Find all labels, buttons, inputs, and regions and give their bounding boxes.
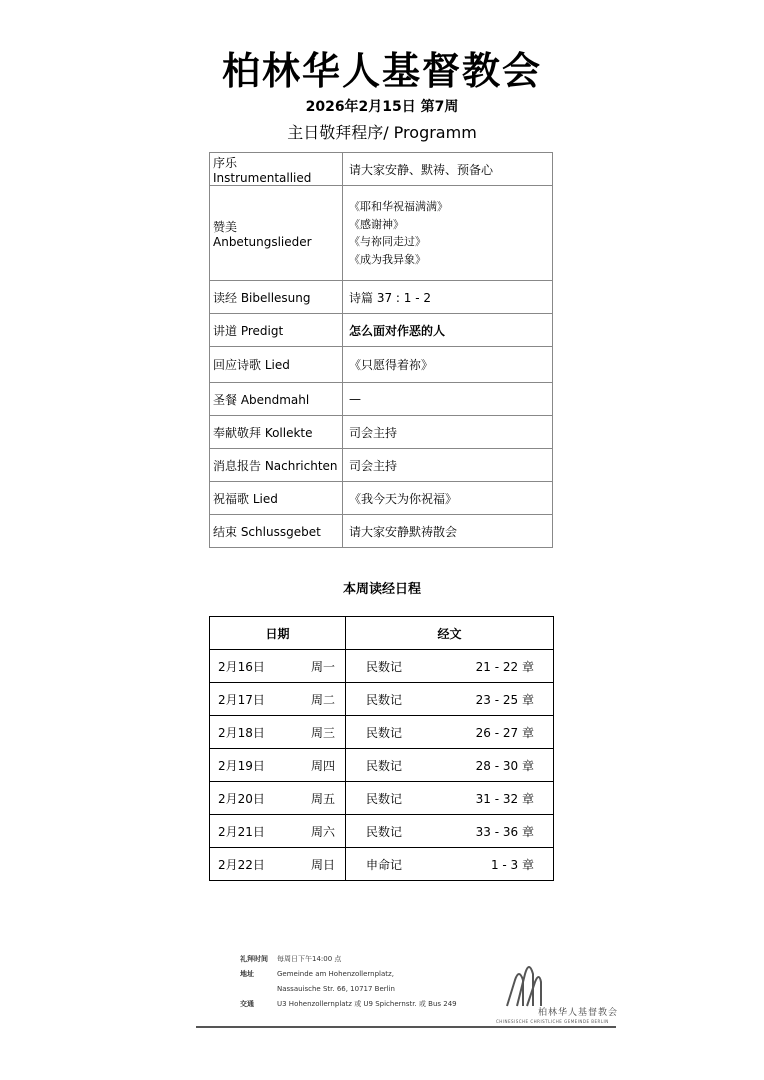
program-value: 司会主持 (343, 416, 553, 449)
reading-weekday: 周三 (310, 725, 335, 740)
program-value: — (343, 383, 553, 416)
logo-text: 柏林华人基督教会 (538, 1008, 619, 1018)
col-date-header: 日期 (210, 617, 346, 650)
schedule-date-cell (210, 683, 346, 716)
reading-weekday: 周六 (310, 824, 335, 839)
reading-weekday: 周日 (310, 857, 335, 872)
program-row (210, 515, 553, 548)
program-label: 消息报告 Nachrichten (210, 449, 343, 482)
program-label: 结束 Schlussgebet (210, 515, 343, 548)
program-value: 请大家安静、默祷、预备心 (343, 153, 553, 186)
program-row (210, 449, 553, 482)
reading-chapters: 31 - 32 章 (475, 791, 534, 806)
schedule-row (210, 650, 554, 683)
program-label: 祝福歌 Lied (210, 482, 343, 515)
song-item: 《感谢神》 (349, 217, 404, 231)
schedule-row (210, 782, 554, 815)
reading-book: 民数记 (366, 725, 403, 740)
reading-schedule-table (209, 616, 554, 881)
program-value: 司会主持 (343, 449, 553, 482)
footer-transport-label: 交通 (240, 1000, 254, 1008)
program-row (210, 281, 553, 314)
footer-time-label: 礼拜时间 (240, 955, 268, 963)
reading-chapters: 28 - 30 章 (475, 758, 534, 773)
song-item: 《与祢同走过》 (349, 235, 426, 248)
footer-address-line1: Gemeinde am Hohenzollernplatz, (277, 970, 394, 978)
program-row (210, 383, 553, 416)
reading-date: 2月22日 (218, 857, 265, 872)
footer-time-row (240, 952, 457, 967)
reading-chapters: 1 - 3 章 (490, 857, 534, 872)
reading-chapters: 23 - 25 章 (475, 692, 534, 707)
footer-divider (196, 1026, 616, 1028)
reading-chapters: 33 - 36 章 (475, 824, 534, 839)
program-label: 奉献敬拜 Kollekte (210, 416, 343, 449)
schedule-date-cell (210, 848, 346, 881)
program-label: 讲道 Predigt (210, 314, 343, 347)
song-list (343, 186, 553, 281)
schedule-row (210, 683, 554, 716)
logo-subtext: CHINESISCHE CHRISTLICHE GEMEINDE BERLIN (496, 1019, 609, 1024)
reading-date: 2月17日 (218, 692, 265, 707)
schedule-text-cell (346, 848, 554, 881)
program-table (209, 152, 553, 548)
program-label: 赞美 Anbetungslieder (210, 186, 343, 281)
footer-transport-row (240, 997, 457, 1012)
schedule-text-cell (346, 815, 554, 848)
reading-date: 2月21日 (218, 824, 265, 839)
reading-book: 民数记 (366, 692, 403, 707)
schedule-row (210, 749, 554, 782)
reading-chapters: 21 - 22 章 (475, 659, 534, 674)
schedule-date-cell (210, 716, 346, 749)
schedule-text-cell (346, 650, 554, 683)
song-item: 《成为我异象》 (349, 252, 426, 266)
schedule-date-cell (210, 650, 346, 683)
program-label: 圣餐 Abendmahl (210, 383, 343, 416)
program-row (210, 153, 553, 186)
col-text-header: 经文 (346, 617, 554, 650)
schedule-row (210, 848, 554, 881)
footer-transport-value: U3 Hohenzollernplatz 或 U9 Spichernstr. 或 Bus 249 (277, 1000, 457, 1008)
schedule-row (210, 716, 554, 749)
footer-address-row-2 (240, 982, 457, 997)
program-row (210, 314, 553, 347)
schedule-text-cell (346, 749, 554, 782)
program-subtitle: 主日敬拜程序/ Programm (287, 123, 477, 142)
reading-date: 2月16日 (218, 659, 265, 674)
schedule-date-cell (210, 749, 346, 782)
song-item: 《耶和华祝福满满》 (349, 200, 448, 213)
schedule-text-cell (346, 782, 554, 815)
reading-title: 本周读经日程 (342, 582, 421, 597)
program-row (210, 347, 553, 383)
schedule-text-cell (346, 683, 554, 716)
footer-address-label: 地址 (240, 970, 254, 978)
reading-chapters: 26 - 27 章 (475, 725, 534, 740)
footer-address-line2: Nassauische Str. 66, 10717 Berlin (277, 985, 395, 993)
reading-book: 民数记 (366, 659, 403, 674)
reading-weekday: 周一 (310, 659, 335, 674)
footer-address-row (240, 967, 457, 982)
program-value: 《我今天为你祝福》 (343, 482, 553, 515)
program-value: 《只愿得着祢》 (343, 347, 553, 383)
reading-weekday: 周四 (310, 758, 335, 773)
schedule-row (210, 815, 554, 848)
reading-book: 民数记 (366, 824, 403, 839)
program-row (210, 186, 553, 281)
sermon-title: 怎么面对作恶的人 (343, 314, 553, 347)
reading-date: 2月20日 (218, 791, 265, 806)
reading-book: 民数记 (366, 758, 403, 773)
schedule-header-row (210, 617, 554, 650)
program-label: 回应诗歌 Lied (210, 347, 343, 383)
reading-book: 民数记 (366, 791, 403, 806)
program-value: 诗篇 37 : 1 - 2 (343, 281, 553, 314)
program-label: 读经 Bibellesung (210, 281, 343, 314)
service-date: 2026年2月15日 第7周 (305, 99, 459, 115)
program-label: 序乐 Instrumentallied (210, 153, 343, 186)
schedule-text-cell (346, 716, 554, 749)
reading-date: 2月19日 (218, 758, 265, 773)
reading-weekday: 周五 (310, 791, 335, 806)
schedule-date-cell (210, 815, 346, 848)
footer-info (240, 952, 457, 1012)
reading-weekday: 周二 (310, 692, 335, 707)
page-title: 柏林华人基督教会 (221, 49, 542, 93)
program-row (210, 482, 553, 515)
reading-date: 2月18日 (218, 725, 265, 740)
footer-time-value: 每周日下午14:00 点 (277, 955, 342, 963)
program-value: 请大家安静默祷散会 (343, 515, 553, 548)
reading-book: 申命记 (366, 857, 403, 872)
program-row (210, 416, 553, 449)
schedule-date-cell (210, 782, 346, 815)
